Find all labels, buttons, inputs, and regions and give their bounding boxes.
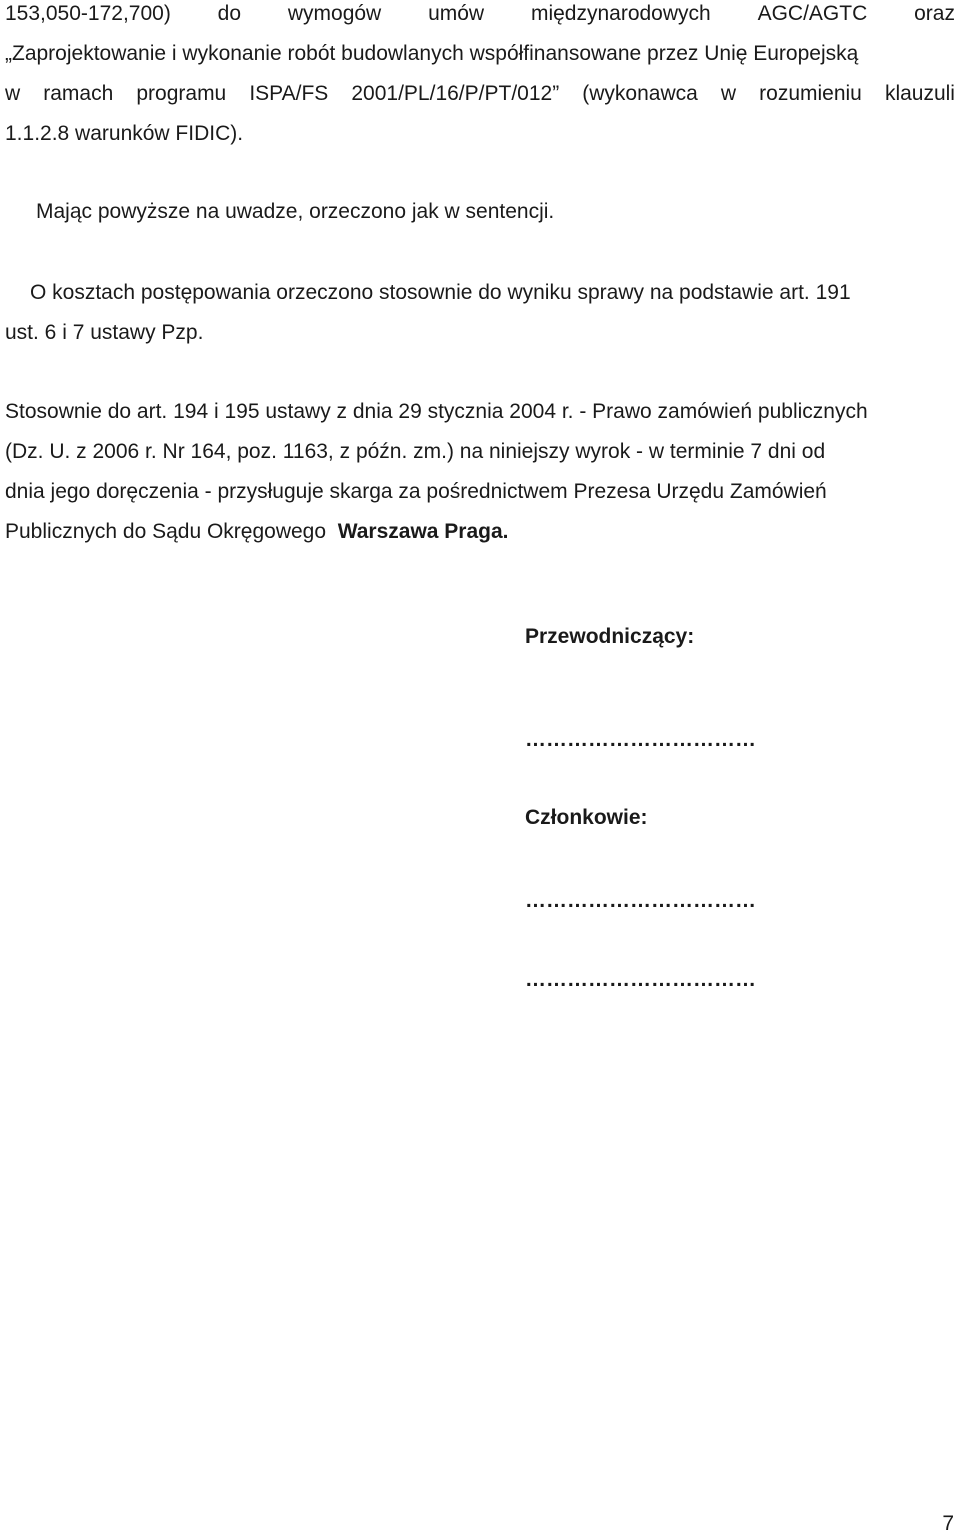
chair-label: Przewodniczący: bbox=[525, 625, 695, 648]
word: w bbox=[5, 82, 21, 105]
word: rozumieniu bbox=[759, 82, 862, 105]
paragraph-3-line-1: O kosztach postępowania orzeczono stosownie do wyniku sprawy na podstawie art. 191 bbox=[30, 281, 851, 304]
word: AGC/AGTC bbox=[757, 2, 868, 25]
court-location: Warszawa Praga. bbox=[337, 520, 509, 543]
member-1-signature-line: …………………………… bbox=[525, 889, 756, 912]
paragraph-1-line-1 bbox=[5, 0, 955, 28]
word: oraz bbox=[914, 2, 955, 25]
paragraph-2: Mając powyższe na uwadze, orzeczono jak w sentencji. bbox=[36, 200, 555, 223]
paragraph-4-line-1: Stosownie do art. 194 i 195 ustawy z dnia 29 stycznia 2004 r. - Prawo zamówień publicznych bbox=[5, 400, 868, 423]
paragraph-4-line-2: (Dz. U. z 2006 r. Nr 164, poz. 1163, z późn. zm.) na niniejszy wyrok - w terminie 7 dni od bbox=[5, 440, 826, 463]
word: umów bbox=[428, 2, 485, 25]
word: do bbox=[217, 2, 242, 25]
word: ramach bbox=[43, 82, 114, 105]
chair-signature-line: …………………………… bbox=[525, 728, 756, 751]
paragraph-4-line-3: dnia jego doręczenia - przysługuje skarga za pośrednictwem Prezesa Urzędu Zamówień bbox=[5, 480, 827, 503]
word: (wykonawca bbox=[582, 82, 698, 105]
paragraph-3-line-2: ust. 6 i 7 ustawy Pzp. bbox=[5, 321, 204, 344]
word: 2001/PL/16/P/PT/012” bbox=[351, 82, 560, 105]
paragraph-1-line-2: „Zaprojektowanie i wykonanie robót budowlanych współfinansowane przez Unię Europejską bbox=[5, 42, 859, 65]
word: ISPA/FS bbox=[249, 82, 329, 105]
members-label: Członkowie: bbox=[525, 806, 648, 829]
court-text: Publicznych do Sądu Okręgowego bbox=[5, 520, 327, 543]
paragraph-1-line-4: 1.1.2.8 warunków FIDIC). bbox=[5, 122, 244, 145]
word: 153,050-172,700) bbox=[5, 2, 171, 25]
paragraph-1-line-3 bbox=[5, 80, 955, 108]
paragraph-4-line-4 bbox=[5, 518, 955, 546]
page-number: 7 bbox=[942, 1512, 954, 1535]
member-2-signature-line: …………………………… bbox=[525, 968, 756, 991]
word: w bbox=[720, 82, 737, 105]
word: programu bbox=[136, 82, 227, 105]
word: wymogów bbox=[287, 2, 382, 25]
word: klauzuli bbox=[884, 82, 955, 105]
word: międzynarodowych bbox=[530, 2, 711, 25]
